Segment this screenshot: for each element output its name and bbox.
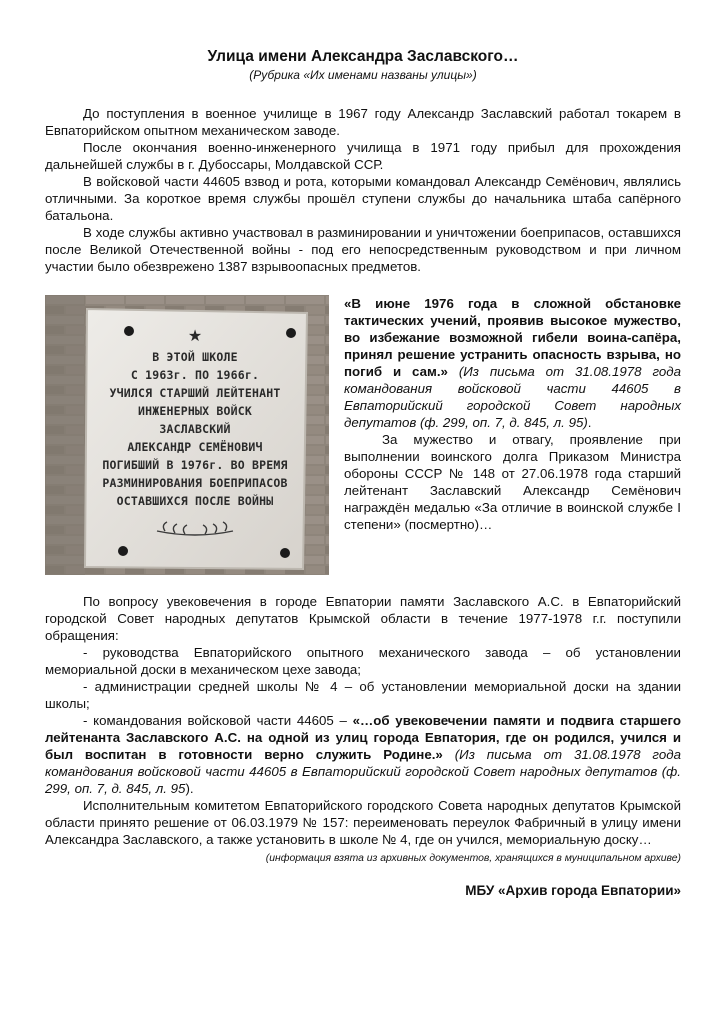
document-page (45, 48, 681, 898)
page-title: Улица имени Александра Заславского… (207, 48, 519, 65)
photo-and-quote-row (45, 295, 681, 575)
plaque-line: УЧИЛСЯ СТАРШИЙ ЛЕЙТЕНАНТ (109, 386, 281, 400)
appeal-3-source: (Из письма от 31.08.1978 года командования войсковой части 44605 в Евпаторийский городской Совет народных депутатов (ф. 299, оп. 7, д. 845, л. 95 (45, 747, 681, 796)
plaque-line: АЛЕКСАНДР СЕМЁНОВИЧ (127, 440, 263, 454)
appeal-item: - администрации средней школы № 4 – об установлении мемориальной доски на здании школы; (45, 679, 681, 711)
appeal-item (45, 712, 681, 797)
quote-source-end: . (587, 415, 592, 430)
plaque-line: С 1963г. ПО 1966г. (130, 368, 260, 382)
quote-paragraph (344, 295, 681, 431)
intro-section (45, 105, 681, 275)
appeal-3-end: ). (185, 781, 194, 796)
intro-paragraph: До поступления в военное училище в 1967 году Александр Заславский работал токарем в Евпаторийском опытном механическом заводе. (45, 106, 681, 138)
plaque-star-icon: ★ (187, 328, 203, 345)
archive-signature: МБУ «Архив города Евпатории» (465, 883, 681, 898)
page-subtitle: (Рубрика «Их именами названы улицы») (249, 68, 477, 82)
quote-column (344, 295, 681, 575)
plaque-line: РАЗМИНИРОВАНИЯ БОЕПРИПАСОВ (102, 476, 288, 490)
intro-paragraph: В ходе службы активно участвовал в разминировании и уничтожении боеприпасов, оставшихся после Великой Отечественной войны - под его непосредственным руководством и при личном участии было обезврежено 1387 взрывоопасных предметов. (45, 225, 681, 274)
award-paragraph: За мужество и отвагу, проявление при выполнении воинского долга Приказом Министра обороны СССР № 148 от 27.06.1978 года старший лейтенант Заславский Александр Семёнович награждён медалью «За отличие в воинской службе I степени» (посмертно)… (344, 432, 681, 532)
memory-section (45, 593, 681, 898)
plaque-line: ЗАСЛАВСКИЙ (159, 422, 231, 436)
quote-source: (Из письма от 31.08.1978 года командования войсковой части 44605 в Евпаторийский городской Совет народных депутатов (ф. 299, оп. 7, д. 845, л. 95) (344, 364, 681, 430)
plaque-line: ИНЖЕНЕРНЫХ ВОЙСК (138, 404, 252, 418)
appeal-3-quote: «…об увековечении памяти и подвига старшего лейтенанта Заславского А.С. на одной из улиц города Евпатория, где он родился, учился и был воспитан в готовности верно служить Родине.» (45, 713, 681, 762)
plaque-line: ПОГИБШИЙ В 1976г. ВО ВРЕМЯ (102, 458, 288, 472)
memorial-plaque-photo (45, 295, 329, 575)
intro-paragraph: В войсковой части 44605 взвод и рота, которыми командовал Александр Семёнович, являлись отличными. За короткое время службы прошёл ступени службы до начальника штаба сапёрного батальона. (45, 174, 681, 223)
appeal-item: - руководства Евпаторийского опытного механического завода – об установлении мемориальной доски в механическом цехе завода; (45, 645, 681, 677)
appeal-3-start: - командования войсковой части 44605 – (83, 713, 353, 728)
plaque-line: В ЭТОЙ ШКОЛЕ (152, 350, 238, 364)
source-note: (информация взята из архивных документов, хранящихся в муниципальном архиве) (265, 853, 681, 864)
intro-paragraph: После окончания военно-инженерного училища в 1971 году прибыл для прохождения дальнейшей службы в г. Дубоссары, Молдавской ССР. (45, 140, 681, 172)
memorial-plaque-image (45, 295, 329, 575)
plaque-line: ОСТАВШИХСЯ ПОСЛЕ ВОЙНЫ (116, 494, 274, 508)
decision-paragraph: Исполнительным комитетом Евпаторийского городского Совета народных депутатов Крымской области принято решение от 06.03.1979 № 157: переименовать переулок Фабричный в улицу имени Александра Заславского, а также установить в школе № 4, где он учился, мемориальную доску… (45, 798, 681, 847)
quote-text: «В июне 1976 года в сложной обстановке тактических учений, проявив высокое мужество, во избежание возможной гибели воина-сапёра, принял решение устранить опасность взрыва, но погиб и сам.» (344, 296, 681, 379)
memory-paragraph: По вопросу увековечения в городе Евпатории памяти Заславского А.С. в Евпаторийский городской Совет народных депутатов Крымской области в течение 1977-1978 г.г. поступили обращения: (45, 594, 681, 643)
